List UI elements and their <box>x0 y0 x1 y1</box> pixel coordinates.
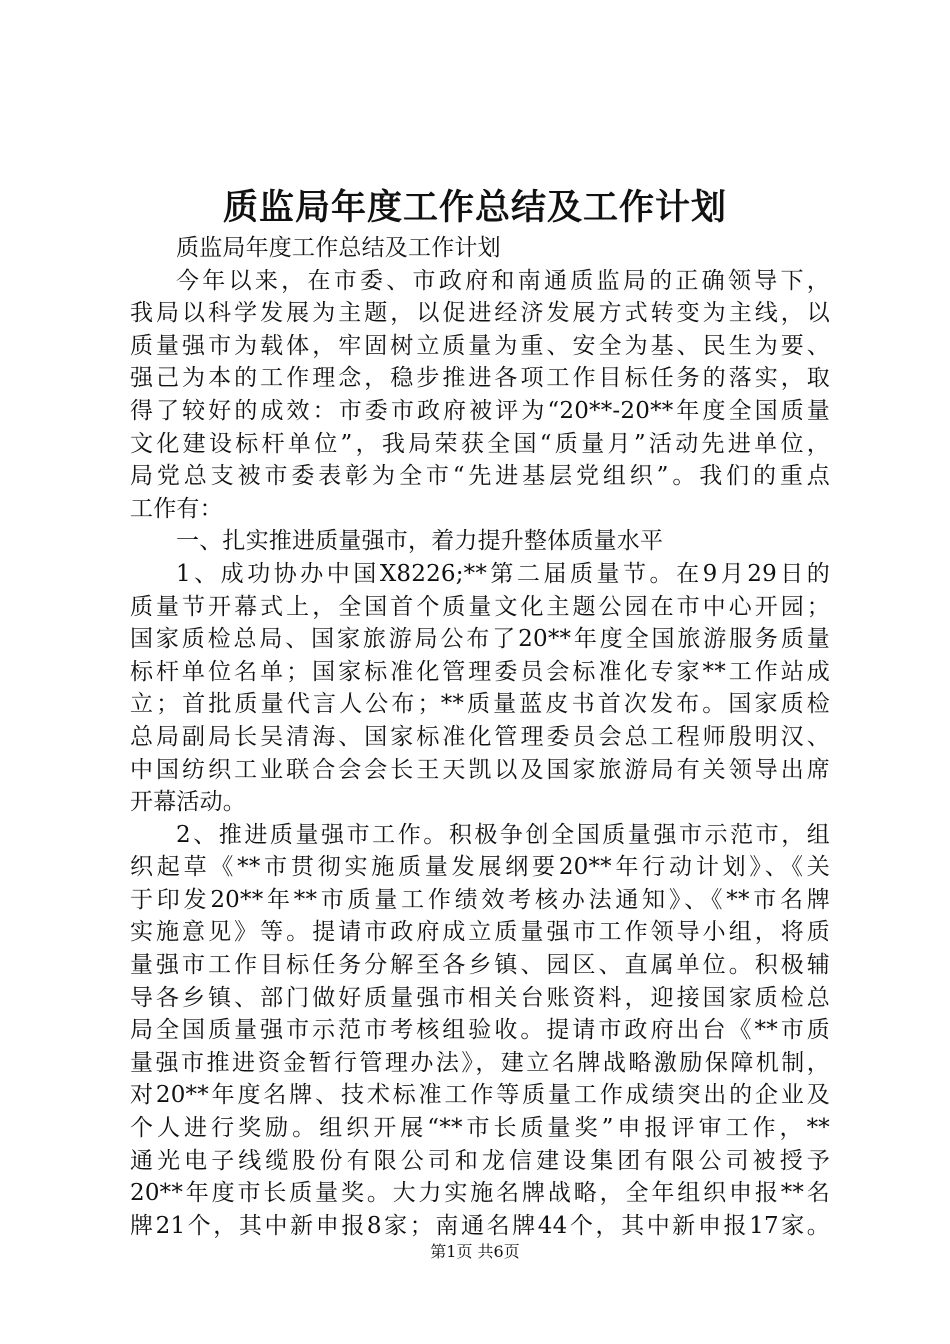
paragraph-line: 织起草《**市贯彻实施质量发展纲要20**年行动计划》、《关 <box>130 854 830 881</box>
subtitle-line: 质监局年度工作总结及工作计划 <box>176 235 501 261</box>
paragraph-line: 总局副局长吴清海、国家标准化管理委员会总工程师殷明汉、 <box>130 723 830 750</box>
paragraph-line: 文化建设标杆单位”，我局荣获全国“质量月”活动先进单位， <box>130 430 830 457</box>
document-body <box>130 232 830 1242</box>
paragraph-line: 量强市工作目标任务分解至各乡镇、园区、直属单位。积极辅 <box>130 952 830 979</box>
paragraph-line: 2、推进质量强市工作。积极争创全国质量强市示范市，组 <box>176 821 830 848</box>
paragraph-line: 标杆单位名单；国家标准化管理委员会标准化专家**工作站成 <box>130 658 830 685</box>
paragraph-line: 我局以科学发展为主题，以促进经济发展方式转变为主线，以 <box>130 300 830 327</box>
paragraph-line: 质量强市为载体，牢固树立质量为重、安全为基、民生为要、 <box>130 332 830 359</box>
paragraph-line: 实施意见》等。提请市政府成立质量强市工作领导小组，将质 <box>130 919 830 946</box>
paragraph-line: 个人进行奖励。组织开展“**市长质量奖”申报评审工作，** <box>130 1115 830 1142</box>
paragraph-line: 局全国质量强市示范市考核组验收。提请市政府出台《**市质 <box>130 1017 830 1044</box>
paragraph-line: 1、成功协办中国X8226;**第二届质量节。在9月29日的 <box>176 560 830 587</box>
paragraph-line: 得了较好的成效：市委市政府被评为“20**-20**年度全国质量 <box>130 397 830 424</box>
section-heading: 一、扎实推进质量强市，着力提升整体质量水平 <box>176 528 664 555</box>
paragraph-line: 于印发20**年**市质量工作绩效考核办法通知》、《**市名牌 <box>130 886 830 913</box>
paragraph-line: 20**年度市长质量奖。大力实施名牌战略，全年组织申报**名 <box>130 1180 830 1207</box>
paragraph-line: 强己为本的工作理念，稳步推进各项工作目标任务的落实，取 <box>130 365 830 392</box>
paragraph-line: 工作有： <box>130 495 223 522</box>
paragraph-line: 量强市推进资金暂行管理办法》，建立名牌战略激励保障机制， <box>130 1049 830 1076</box>
paragraph-line: 开幕活动。 <box>130 789 246 816</box>
document-title: 质监局年度工作总结及工作计划 <box>222 187 727 228</box>
paragraph-line: 质量节开幕式上，全国首个质量文化主题公园在市中心开园； <box>130 593 830 620</box>
paragraph-line: 通光电子线缆股份有限公司和龙信建设集团有限公司被授予 <box>130 1147 830 1174</box>
paragraph-line: 立；首批质量代言人公布；**质量蓝皮书首次发布。国家质检 <box>130 691 830 718</box>
paragraph-line: 中国纺织工业联合会会长王天凯以及国家旅游局有关领导出席 <box>130 756 830 783</box>
paragraph-line: 导各乡镇、部门做好质量强市相关台账资料，迎接国家质检总 <box>130 984 830 1011</box>
paragraph-line: 局党总支被市委表彰为全市“先进基层党组织”。我们的重点 <box>130 463 830 490</box>
paragraph-line: 今年以来，在市委、市政府和南通质监局的正确领导下， <box>176 267 830 294</box>
paragraph-line: 对20**年度名牌、技术标准工作等质量工作成绩突出的企业及 <box>130 1082 830 1109</box>
page-number-footer: 第1页 共6页 <box>430 1242 520 1261</box>
paragraph-line: 国家质检总局、国家旅游局公布了20**年度全国旅游服务质量 <box>130 626 830 653</box>
paragraph-line: 牌21个，其中新申报8家；南通名牌44个，其中新申报17家。 <box>130 1212 830 1239</box>
